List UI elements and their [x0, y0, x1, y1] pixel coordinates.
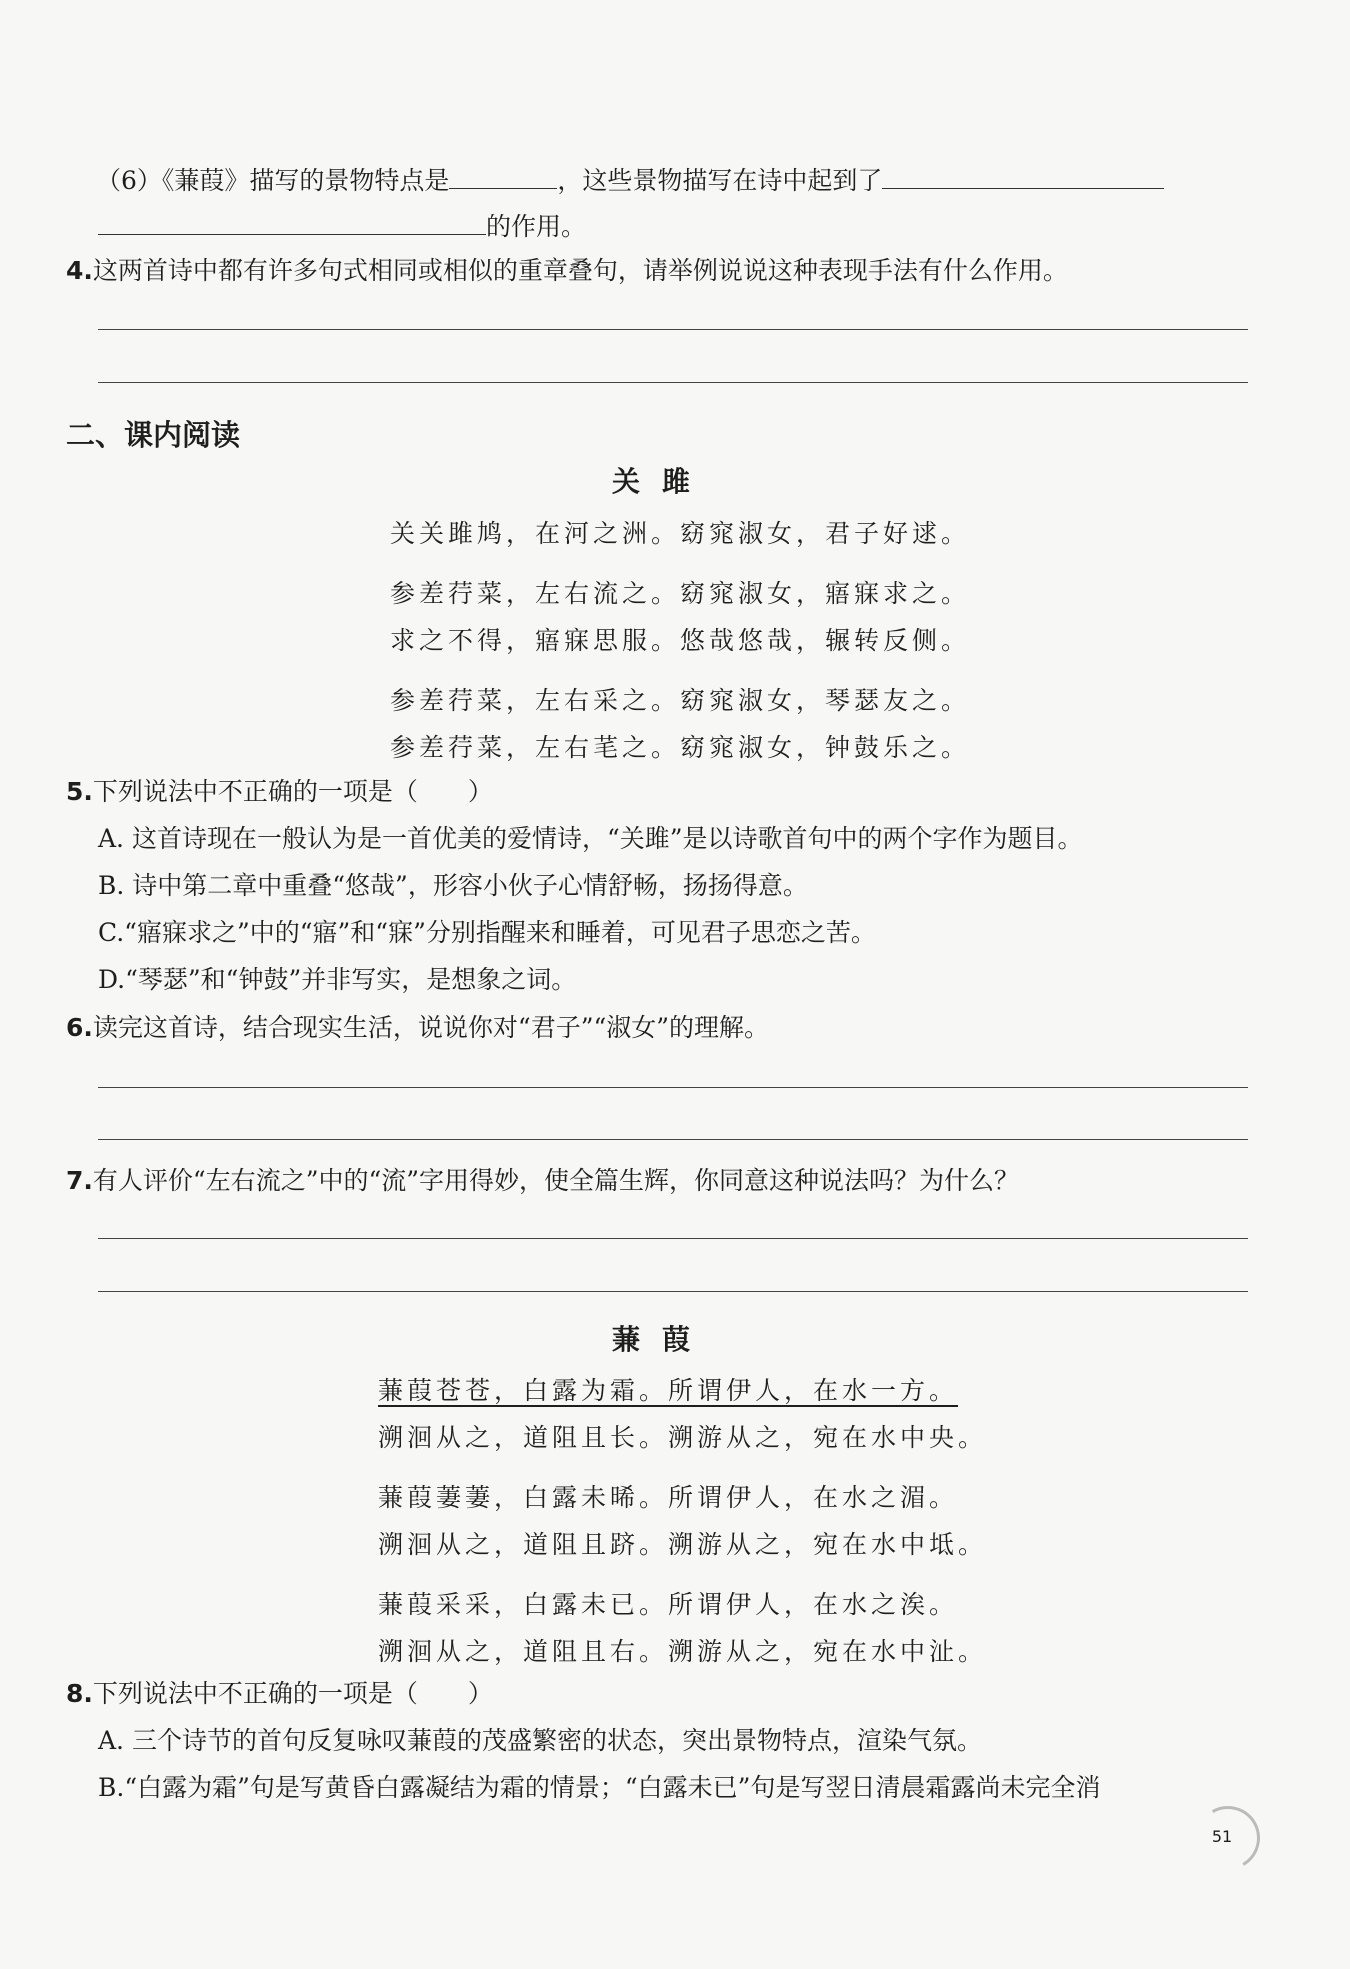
poem-line: 蒹葭采采，白露未已。所谓伊人，在水之涘。 — [378, 1590, 959, 1619]
question-8 — [66, 1677, 493, 1711]
q6-text: 读完这首诗，结合现实生活，说说你对“君子”“淑女”的理解。 — [92, 1013, 770, 1042]
poem-line: 参差荇菜，左右流之。窈窕淑女，寤寐求之。 — [390, 579, 971, 608]
question-6 — [66, 1011, 769, 1045]
q8-option-b[interactable]: B.“白露为霜”句是写黄昏白露凝结为霜的情景；“白露未已”句是写翌日清晨霜露尚未完全消 — [98, 1773, 1101, 1802]
q7-text: 有人评价“左右流之”中的“流”字用得妙，使全篇生辉，你同意这种说法吗？为什么？ — [92, 1166, 1020, 1195]
answer-blank[interactable] — [882, 162, 1164, 189]
poem-line: 求之不得，寤寐思服。悠哉悠哉，辗转反侧。 — [390, 626, 971, 655]
poem-line: 溯洄从之，道阻且长。溯游从之，宛在水中央。 — [378, 1423, 988, 1452]
q4-number: 4. — [66, 256, 93, 285]
q4-text: 这两首诗中都有许多句式相同或相似的重章叠句，请举例说说这种表现手法有什么作用。 — [92, 256, 1068, 285]
answer-line[interactable] — [98, 1291, 1248, 1292]
poem-line: 参差荇菜，左右芼之。窈窕淑女，钟鼓乐之。 — [390, 733, 971, 762]
question-4 — [66, 254, 1068, 288]
question-5 — [66, 775, 493, 809]
answer-blank[interactable] — [449, 162, 557, 189]
poem-line: 关关雎鸠，在河之洲。窈窕淑女，君子好逑。 — [390, 519, 971, 548]
answer-line[interactable] — [98, 1139, 1248, 1140]
q5-option-a[interactable]: A. 这首诗现在一般认为是一首优美的爱情诗，“关雎”是以诗歌首句中的两个字作为题目。 — [98, 824, 1083, 853]
answer-blank[interactable] — [98, 208, 486, 235]
q3-6-middle: ，这些景物描写在诗中起到了 — [557, 166, 883, 195]
poem-title-guanju: 关雎 — [612, 465, 713, 498]
q8-number: 8. — [66, 1679, 93, 1708]
poem-line: 溯洄从之，道阻且跻。溯游从之，宛在水中坻。 — [378, 1530, 988, 1559]
page-number: 51 — [1211, 1826, 1233, 1846]
q3-6-suffix: 的作用。 — [486, 212, 587, 241]
poem-title-jianjia: 蒹葭 — [612, 1323, 713, 1356]
section-title: 二、课内阅读 — [66, 418, 241, 452]
poem-line-underlined: 蒹葭苍苍，白露为霜。所谓伊人，在水一方。 — [378, 1376, 959, 1405]
q5-number: 5. — [66, 777, 93, 806]
q3-6-prefix: （6）《蒹葭》描写的景物特点是 — [96, 166, 450, 195]
question-3-6 — [96, 162, 1164, 198]
poem-line: 参差荇菜，左右采之。窈窕淑女，琴瑟友之。 — [390, 686, 971, 715]
q6-number: 6. — [66, 1013, 93, 1042]
poem-line: 溯洄从之，道阻且右。溯游从之，宛在水中沚。 — [378, 1637, 988, 1666]
q5-option-c[interactable]: C.“寤寐求之”中的“寤”和“寐”分别指醒来和睡着，可见君子思恋之苦。 — [98, 918, 876, 947]
poem-line: 蒹葭萋萋，白露未晞。所谓伊人，在水之湄。 — [378, 1483, 959, 1512]
q5-text: 下列说法中不正确的一项是（ ） — [92, 777, 493, 806]
answer-line[interactable] — [98, 382, 1248, 383]
q5-option-b[interactable]: B. 诗中第二章中重叠“悠哉”，形容小伙子心情舒畅，扬扬得意。 — [98, 871, 808, 900]
q8-option-a[interactable]: A. 三个诗节的首句反复咏叹蒹葭的茂盛繁密的状态，突出景物特点，渲染气氛。 — [98, 1726, 982, 1755]
answer-line[interactable] — [98, 1238, 1248, 1239]
question-3-6-cont — [98, 208, 586, 244]
q7-number: 7. — [66, 1166, 93, 1195]
q8-text: 下列说法中不正确的一项是（ ） — [92, 1679, 493, 1708]
answer-line[interactable] — [98, 329, 1248, 330]
q5-option-d[interactable]: D.“琴瑟”和“钟鼓”并非写实，是想象之词。 — [98, 965, 577, 994]
answer-line[interactable] — [98, 1087, 1248, 1088]
question-7 — [66, 1164, 1019, 1198]
